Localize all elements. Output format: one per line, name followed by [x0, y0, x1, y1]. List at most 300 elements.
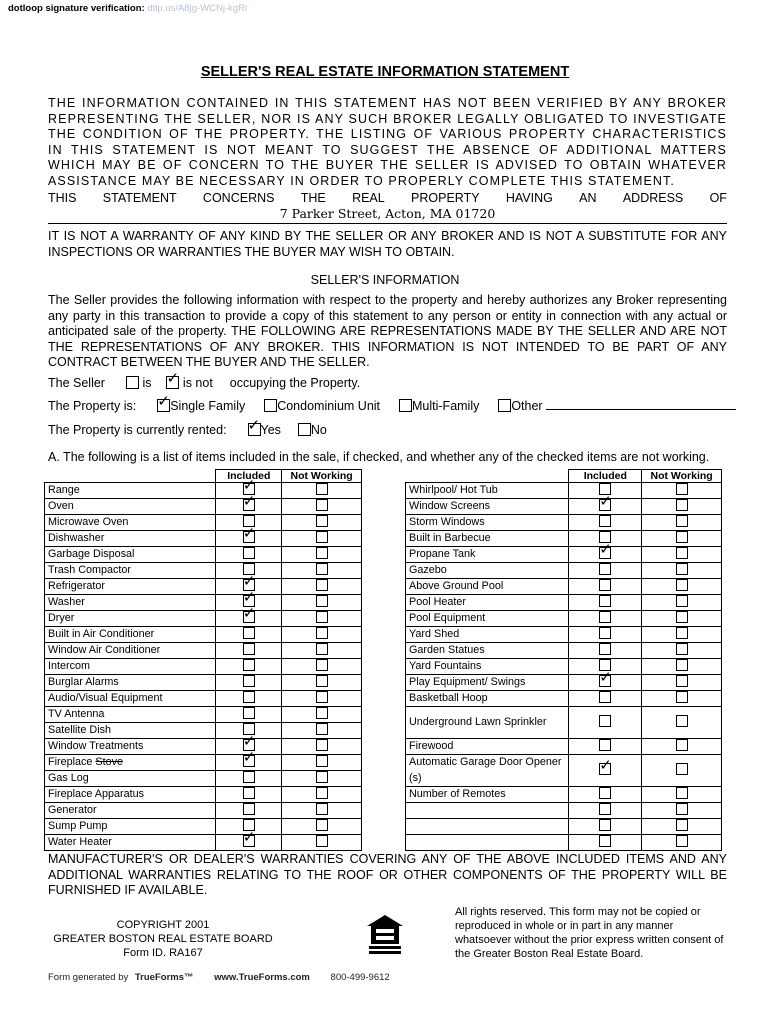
- table-header-blank: [45, 470, 216, 483]
- item-label: Dryer: [48, 612, 75, 624]
- included-checkbox[interactable]: [242, 829, 256, 847]
- concerns-word: REAL: [352, 191, 385, 205]
- table-row: [45, 771, 362, 787]
- included-checkbox[interactable]: [599, 757, 612, 775]
- rented-no-checkbox[interactable]: [298, 423, 311, 436]
- item-label: Play Equipment/ Swings: [409, 676, 526, 688]
- not-working-cell: [642, 819, 722, 835]
- board-name: GREATER BOSTON REAL ESTATE BOARD: [53, 933, 273, 945]
- occupying-is-not-checkbox[interactable]: [166, 370, 180, 389]
- footer-left: [48, 918, 278, 960]
- occupying-suffix: occupying the Property.: [229, 376, 361, 390]
- concerns-word: HAVING: [505, 191, 553, 205]
- item-name: [406, 643, 569, 659]
- included-checkbox[interactable]: [243, 659, 255, 671]
- document-title: SELLER'S REAL ESTATE INFORMATION STATEMENT: [200, 64, 570, 80]
- checkmark-icon: ✓: [599, 669, 612, 686]
- item-label: Whirlpool/ Hot Tub: [409, 484, 498, 496]
- not-working-checkbox[interactable]: [316, 755, 328, 767]
- items-table-right: [405, 469, 722, 851]
- checkmark-icon: ✓: [242, 829, 256, 846]
- included-checkbox[interactable]: [599, 563, 611, 575]
- not-working-checkbox[interactable]: [316, 787, 328, 799]
- item-name: [406, 499, 569, 515]
- included-checkbox[interactable]: [599, 739, 611, 751]
- item-label: Window Treatments: [48, 740, 144, 752]
- included-cell: [569, 643, 642, 659]
- included-cell: [216, 787, 282, 803]
- not-working-cell: [642, 547, 722, 563]
- item-label: Audio/Visual Equipment: [48, 692, 163, 704]
- item-name: [406, 819, 569, 835]
- item-name: [45, 723, 216, 739]
- table-row: [45, 595, 362, 611]
- table-row: [406, 659, 722, 675]
- included-checkbox[interactable]: [599, 611, 611, 623]
- table-row: [45, 787, 362, 803]
- table-row: [406, 627, 722, 643]
- multi-family-checkbox[interactable]: [399, 399, 412, 412]
- not-working-cell: [642, 835, 722, 851]
- not-working-checkbox[interactable]: [316, 819, 328, 831]
- not-working-checkbox[interactable]: [316, 739, 328, 751]
- not-working-cell: [642, 595, 722, 611]
- included-checkbox[interactable]: [242, 749, 256, 767]
- not-working-checkbox[interactable]: [316, 771, 328, 783]
- item-label: Garbage Disposal: [48, 548, 135, 560]
- table-row: [406, 483, 722, 499]
- not-working-cell: [642, 803, 722, 819]
- not-working-checkbox[interactable]: [676, 483, 688, 495]
- form-id: Form ID. RA167: [123, 947, 203, 959]
- item-name: [406, 739, 569, 755]
- not-working-checkbox[interactable]: [676, 499, 688, 511]
- item-label: Dishwasher: [48, 532, 105, 544]
- included-cell: [216, 749, 282, 771]
- not-working-checkbox[interactable]: [676, 595, 688, 607]
- not-working-checkbox[interactable]: [676, 579, 688, 591]
- item-name: [45, 563, 216, 579]
- signature-verification: [8, 3, 247, 14]
- not-working-checkbox[interactable]: [316, 691, 328, 703]
- not-working-checkbox[interactable]: [316, 499, 328, 511]
- item-name: [406, 659, 569, 675]
- occupying-is-not-label: is not: [182, 376, 213, 390]
- included-checkbox[interactable]: [243, 643, 255, 655]
- not-working-cell: [282, 595, 362, 611]
- item-name: [45, 499, 216, 515]
- not-working-checkbox[interactable]: [676, 819, 688, 831]
- item-name: [406, 483, 569, 499]
- included-checkbox[interactable]: [599, 579, 611, 591]
- not-working-checkbox[interactable]: [676, 515, 688, 527]
- not-working-cell: [642, 643, 722, 659]
- included-cell: [569, 595, 642, 611]
- included-cell: [569, 563, 642, 579]
- item-label: Built in Air Conditioner: [48, 628, 155, 640]
- item-name: [45, 819, 216, 835]
- not-working-checkbox[interactable]: [676, 563, 688, 575]
- not-working-checkbox[interactable]: [676, 531, 688, 543]
- included-cell: [569, 691, 642, 707]
- not-working-cell: [282, 691, 362, 707]
- address-underline: [48, 223, 727, 224]
- not-working-cell: [282, 755, 362, 771]
- not-working-header: Not Working: [642, 470, 722, 483]
- included-cell: [216, 675, 282, 691]
- equal-housing-icon: [362, 913, 408, 957]
- included-checkbox[interactable]: [243, 675, 255, 687]
- item-name: [45, 483, 216, 499]
- rented-yes-checkbox[interactable]: [247, 417, 261, 436]
- not-working-cell: [642, 563, 722, 579]
- item-label: Underground Lawn Sprinkler: [409, 715, 547, 728]
- table-row: [45, 643, 362, 659]
- item-name: [45, 835, 216, 851]
- other-label: Other: [511, 399, 543, 413]
- included-cell: [216, 627, 282, 643]
- item-name: [406, 579, 569, 595]
- item-name: [45, 771, 216, 787]
- item-name: [45, 595, 216, 611]
- not-working-cell: [642, 611, 722, 627]
- table-row: [45, 835, 362, 851]
- table-row: [406, 675, 722, 691]
- item-name: [45, 579, 216, 595]
- included-checkbox[interactable]: [599, 819, 611, 831]
- not-working-checkbox[interactable]: [676, 643, 688, 655]
- included-checkbox[interactable]: [243, 547, 255, 559]
- table-row: [45, 563, 362, 579]
- verification-link[interactable]: dtlp.us/A8jg-WCNj-kgRi: [147, 3, 248, 14]
- included-cell: [216, 803, 282, 819]
- item-label: Fireplace: [48, 756, 93, 768]
- item-label: Propane Tank: [409, 548, 476, 560]
- table-row: [45, 819, 362, 835]
- not-working-checkbox[interactable]: [316, 531, 328, 543]
- single-family-checkbox[interactable]: [157, 393, 170, 412]
- item-name: [45, 691, 216, 707]
- items-table-left: [44, 469, 362, 851]
- checkmark-icon: ✓: [242, 493, 256, 510]
- included-checkbox[interactable]: [599, 595, 611, 607]
- concerns-word: STATEMENT: [102, 191, 177, 205]
- not-working-checkbox[interactable]: [316, 611, 328, 623]
- table-row: [45, 547, 362, 563]
- not-working-cell: [282, 675, 362, 691]
- included-cell: [216, 525, 282, 547]
- table-row: [45, 675, 362, 691]
- not-working-checkbox[interactable]: [676, 547, 688, 559]
- rented-no-label: No: [310, 423, 327, 437]
- item-label: Satellite Dish: [48, 724, 112, 736]
- not-working-cell: [282, 739, 362, 755]
- item-label: Pool Heater: [409, 596, 467, 608]
- item-label: Storm Windows: [409, 516, 485, 528]
- table-row: [45, 515, 362, 531]
- included-cell: [569, 579, 642, 595]
- not-working-checkbox[interactable]: [316, 563, 328, 575]
- included-cell: [216, 771, 282, 787]
- not-working-checkbox[interactable]: [676, 659, 688, 671]
- item-label: Window Air Conditioner: [48, 644, 161, 656]
- table-row: [45, 499, 362, 515]
- item-label: Trash Compactor: [48, 564, 132, 576]
- not-working-checkbox[interactable]: [676, 627, 688, 639]
- not-working-cell: [282, 563, 362, 579]
- included-cell: [216, 643, 282, 659]
- included-cell: [569, 627, 642, 643]
- not-working-checkbox[interactable]: [676, 739, 688, 751]
- occupying-is-checkbox[interactable]: [126, 376, 139, 389]
- included-cell: [569, 515, 642, 531]
- not-working-cell: [282, 723, 362, 739]
- single-family-label: Single Family: [170, 399, 246, 413]
- other-checkbox[interactable]: [498, 399, 511, 412]
- included-checkbox[interactable]: [243, 803, 255, 815]
- rented-yes-label: Yes: [260, 423, 281, 437]
- not-working-checkbox[interactable]: [676, 611, 688, 623]
- included-cell: [569, 803, 642, 819]
- concerns-word: PROPERTY: [411, 191, 480, 205]
- included-checkbox[interactable]: [599, 493, 612, 511]
- not-working-cell: [282, 499, 362, 515]
- item-label: Yard Fountains: [409, 660, 482, 672]
- not-working-cell: [282, 659, 362, 675]
- item-label: Fireplace Apparatus: [48, 788, 145, 800]
- not-working-cell: [282, 835, 362, 851]
- not-working-checkbox[interactable]: [676, 803, 688, 815]
- not-working-checkbox[interactable]: [316, 627, 328, 639]
- occupying-line: [48, 370, 361, 390]
- included-cell: [569, 739, 642, 755]
- not-working-checkbox[interactable]: [676, 835, 688, 847]
- item-name: [45, 787, 216, 803]
- not-working-checkbox[interactable]: [316, 707, 328, 719]
- item-name: [406, 515, 569, 531]
- included-checkbox[interactable]: [599, 669, 612, 687]
- included-checkbox[interactable]: [599, 643, 611, 655]
- table-row: [45, 755, 362, 771]
- concerns-word: ADDRESS: [622, 191, 684, 205]
- not-working-cell: [282, 547, 362, 563]
- concerns-line: [48, 191, 727, 205]
- item-label: Range: [48, 484, 80, 496]
- not-working-cell: [642, 483, 722, 499]
- table-row: [45, 531, 362, 547]
- not-working-checkbox[interactable]: [676, 691, 688, 703]
- not-working-checkbox[interactable]: [316, 547, 328, 559]
- included-checkbox[interactable]: [599, 515, 611, 527]
- not-working-header: Not Working: [282, 470, 362, 483]
- table-row: [406, 611, 722, 627]
- trueforms-phone: 800-499-9612: [330, 972, 390, 983]
- property-type-line: [48, 393, 736, 413]
- not-working-cell: [642, 755, 722, 787]
- table-row: [406, 563, 722, 579]
- included-cell: [216, 829, 282, 851]
- checkmark-icon: ✓: [242, 605, 256, 622]
- table-row: [45, 483, 362, 499]
- other-input[interactable]: [546, 409, 736, 410]
- checkmark-icon: ✓: [166, 370, 180, 387]
- generated-label: Form generated by: [48, 972, 129, 983]
- included-checkbox[interactable]: [599, 541, 612, 559]
- not-working-checkbox[interactable]: [316, 835, 328, 847]
- item-label: Window Screens: [409, 500, 491, 512]
- item-label: Built in Barbecue: [409, 532, 491, 544]
- manufacturer-warranty: MANUFACTURER'S OR DEALER'S WARRANTIES COVERING ANY OF THE ABOVE INCLUDED ITEMS AND ANY ADDITIONAL WARRANTIES RELATING TO THE ROOF OR OTHER COMPONENTS OF THE PROPERTY WILL BE FURNISHED IF AVAILABLE.: [48, 852, 727, 897]
- table-row: [45, 627, 362, 643]
- not-working-cell: [642, 499, 722, 515]
- checkmark-icon: ✓: [242, 589, 256, 606]
- included-checkbox[interactable]: [599, 787, 611, 799]
- included-cell: [569, 819, 642, 835]
- table-row: [406, 547, 722, 563]
- not-working-checkbox[interactable]: [316, 675, 328, 687]
- included-checkbox[interactable]: [243, 627, 255, 639]
- item-name: [406, 835, 569, 851]
- checkmark-icon: ✓: [242, 573, 256, 590]
- not-working-checkbox[interactable]: [316, 803, 328, 815]
- item-name: [45, 803, 216, 819]
- checkmark-icon: ✓: [157, 393, 170, 410]
- item-label: Automatic Garage Door Opener (s): [409, 756, 562, 784]
- table-row: [406, 755, 722, 787]
- included-checkbox[interactable]: [243, 707, 255, 719]
- not-working-checkbox[interactable]: [676, 763, 688, 775]
- checkmark-icon: ✓: [599, 493, 612, 510]
- trueforms-site[interactable]: www.TrueForms.com: [214, 972, 310, 983]
- not-working-checkbox[interactable]: [676, 675, 688, 687]
- item-name: [406, 611, 569, 627]
- not-working-checkbox[interactable]: [316, 579, 328, 591]
- generated-by: [48, 972, 408, 983]
- item-name: [45, 531, 216, 547]
- item-name: [45, 755, 216, 771]
- not-working-cell: [282, 579, 362, 595]
- table-row: [406, 707, 722, 739]
- not-working-cell: [642, 579, 722, 595]
- included-cell: [569, 669, 642, 691]
- item-name: [45, 627, 216, 643]
- item-name: [45, 515, 216, 531]
- table-row: [406, 819, 722, 835]
- concerns-word: AN: [579, 191, 597, 205]
- not-working-cell: [282, 483, 362, 499]
- item-struck-label: Stove: [95, 756, 124, 768]
- included-checkbox[interactable]: [599, 627, 611, 639]
- included-header: Included: [569, 470, 642, 483]
- footer-rights: All rights reserved. This form may not be copied or reproduced in whole or in part in any manner whatsoever without the prior express written consent of the Greater Boston Real Estate Board.: [455, 906, 724, 960]
- item-name: [406, 531, 569, 547]
- item-label: Oven: [48, 500, 74, 512]
- item-label: Microwave Oven: [48, 516, 129, 528]
- checkmark-icon: ✓: [242, 525, 256, 542]
- item-label: Washer: [48, 596, 85, 608]
- not-working-cell: [642, 531, 722, 547]
- not-working-checkbox[interactable]: [316, 723, 328, 735]
- included-header: Included: [216, 470, 282, 483]
- included-checkbox[interactable]: [242, 493, 256, 511]
- included-checkbox[interactable]: [599, 715, 611, 727]
- included-checkbox[interactable]: [599, 803, 611, 815]
- item-label: Pool Equipment: [409, 612, 486, 624]
- included-cell: [216, 707, 282, 723]
- not-working-checkbox[interactable]: [316, 643, 328, 655]
- table-row: [406, 499, 722, 515]
- table-row: [406, 595, 722, 611]
- not-working-checkbox[interactable]: [316, 483, 328, 495]
- item-name: [45, 707, 216, 723]
- item-name: [45, 643, 216, 659]
- occupying-prefix: The Seller: [48, 376, 105, 390]
- not-working-cell: [642, 627, 722, 643]
- not-working-checkbox[interactable]: [316, 515, 328, 527]
- included-checkbox[interactable]: [599, 691, 611, 703]
- not-working-checkbox[interactable]: [316, 659, 328, 671]
- not-working-cell: [282, 771, 362, 787]
- included-checkbox[interactable]: [599, 835, 611, 847]
- item-name: [406, 707, 569, 739]
- item-label: Garden Statues: [409, 644, 485, 656]
- included-cell: [216, 547, 282, 563]
- concerns-word: THE: [300, 191, 326, 205]
- not-working-cell: [642, 787, 722, 803]
- item-label: Water Heater: [48, 836, 112, 848]
- table-row: [45, 707, 362, 723]
- not-working-cell: [282, 819, 362, 835]
- item-label: Burglar Alarms: [48, 676, 119, 688]
- not-working-cell: [642, 691, 722, 707]
- concerns-word: OF: [709, 191, 727, 205]
- item-name: [406, 547, 569, 563]
- checkmark-icon: ✓: [599, 541, 612, 558]
- item-name: [406, 627, 569, 643]
- included-checkbox[interactable]: [243, 691, 255, 703]
- table-row: [406, 739, 722, 755]
- checkmark-icon: ✓: [242, 733, 256, 750]
- table-header-blank: [406, 470, 569, 483]
- sellers-info-heading: SELLER'S INFORMATION: [310, 273, 460, 287]
- item-name: [406, 787, 569, 803]
- table-row: [406, 579, 722, 595]
- item-name: [45, 675, 216, 691]
- not-working-checkbox[interactable]: [676, 715, 688, 727]
- item-name: [406, 755, 569, 787]
- item-label: Above Ground Pool: [409, 580, 504, 592]
- rented-prefix: The Property is currently rented:: [48, 423, 227, 437]
- included-checkbox[interactable]: [242, 605, 256, 623]
- table-row: [406, 643, 722, 659]
- checkmark-icon: ✓: [247, 417, 261, 434]
- included-checkbox[interactable]: [243, 787, 255, 799]
- not-working-checkbox[interactable]: [676, 787, 688, 799]
- condominium-label: Condominium Unit: [277, 399, 381, 413]
- not-working-cell: [642, 707, 722, 739]
- table-row: [45, 659, 362, 675]
- condominium-checkbox[interactable]: [264, 399, 277, 412]
- included-checkbox[interactable]: [242, 525, 256, 543]
- not-working-checkbox[interactable]: [316, 595, 328, 607]
- not-working-cell: [282, 803, 362, 819]
- item-label: Refrigerator: [48, 580, 106, 592]
- included-checkbox[interactable]: [243, 771, 255, 783]
- table-row: [45, 611, 362, 627]
- multi-family-label: Multi-Family: [412, 399, 480, 413]
- item-name: [45, 547, 216, 563]
- included-cell: [569, 787, 642, 803]
